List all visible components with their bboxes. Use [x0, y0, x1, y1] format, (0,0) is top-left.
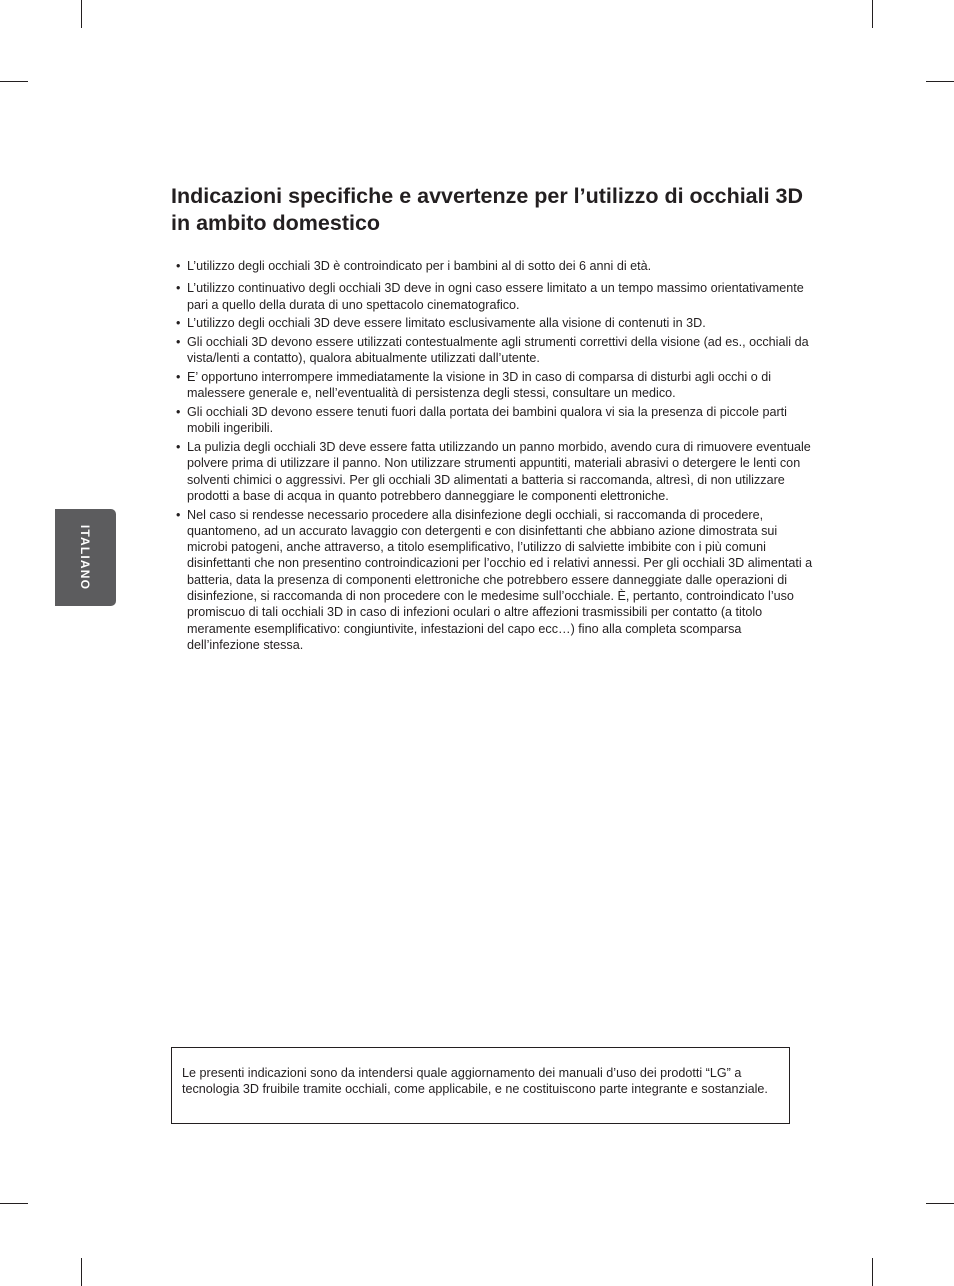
- page-title: Indicazioni specifiche e avvertenze per l’utilizzo di occhiali 3D in ambito domestico: [171, 184, 804, 235]
- crop-mark: [872, 0, 873, 28]
- bullet-icon: •: [176, 404, 181, 419]
- list-item: [176, 315, 816, 331]
- list-item-text: L’utilizzo degli occhiali 3D deve essere limitato esclusivamente alla visione di contenuti in 3D.: [187, 316, 706, 331]
- list-item-text: L’utilizzo continuativo degli occhiali 3D deve in ogni caso essere limitato a un tempo massimo orientativamente pari a quello della durata di uno spettacolo cinematografico.: [187, 281, 804, 312]
- list-item: [176, 369, 816, 402]
- crop-mark: [0, 81, 28, 82]
- list-item-text: Gli occhiali 3D devono essere utilizzati contestualmente agli strumenti correttivi della visione (ad es., occhiali da vista/lenti a contatto), qualora abitualmente utilizzati dall’utente.: [187, 334, 809, 366]
- crop-mark: [926, 1203, 954, 1204]
- warnings-list: [176, 258, 816, 656]
- crop-mark: [81, 1258, 82, 1286]
- list-item-text: L’utilizzo degli occhiali 3D è controindicato per i bambini al di sotto dei 6 anni di età.: [187, 259, 652, 273]
- list-item-text: Nel caso si rendesse necessario procedere alla disinfezione degli occhiali, si raccomanda di procedere, quantomeno, ad un accurato lavaggio con detergenti e con disinfettanti che abbiano azione dimostrata sui microbi patogeni, anche attraverso, a titolo esemplificativo, l’utilizzo di salviette imbibite con i più comuni disinfettanti che non presentino controindicazioni per l’occhio ed i relativi annessi. Per gli occhiali 3D alimentati a batteria, data la presenza di componenti elettroniche che potrebbero essere danneggiate dalle operazioni di disinfezione, si raccomanda di non procedere con le medesime sull’occhiale. È, pertanto, controindicato l’uso promiscuo di tali occhiali 3D in caso di infezioni oculari o altre affezioni trasmissibili per contatto (a titolo meramente esemplificativo: congiuntivite, infestazioni del capo ecc…) fino alla completa scomparsa dell’infezione stessa.: [187, 507, 813, 652]
- language-tab-label: ITALIANO: [78, 524, 93, 591]
- list-item: [176, 439, 816, 504]
- bullet-icon: •: [176, 439, 181, 454]
- bullet-icon: •: [176, 507, 181, 522]
- list-item: [176, 334, 816, 367]
- bullet-icon: •: [176, 259, 181, 273]
- list-item-text: Gli occhiali 3D devono essere tenuti fuori dalla portata dei bambini qualora vi sia la presenza di piccole parti mobili ingeribili.: [187, 404, 787, 436]
- bullet-icon: •: [176, 334, 181, 349]
- bullet-icon: •: [176, 316, 181, 331]
- crop-mark: [0, 1203, 28, 1204]
- note-box: [171, 1047, 790, 1124]
- bullet-icon: •: [176, 281, 181, 296]
- list-item-text: La pulizia degli occhiali 3D deve essere fatta utilizzando un panno morbido, avendo cura di rimuovere eventuale polvere prima di utilizzare il panno. Non utilizzare strumenti appuntiti, materiali abrasivi o detergere le lenti con solventi chimici o aggressivi. Per gli occhiali 3D alimentati a batteria si raccomanda, altresì, di non utilizzare prodotti a base di acqua in quanto potrebbero danneggiare le componenti elettroniche.: [187, 439, 811, 503]
- list-item: [176, 280, 816, 313]
- bullet-icon: •: [176, 369, 181, 384]
- note-text: Le presenti indicazioni sono da intendersi quale aggiornamento dei manuali d’uso dei prodotti “LG” a tecnologia 3D fruibile tramite occhiali, come applicabile, e ne costituiscono parte integrante e sostanziale.: [182, 1066, 768, 1097]
- crop-mark: [926, 81, 954, 82]
- list-item: [176, 404, 816, 437]
- list-item: [176, 507, 816, 654]
- language-side-tab: [55, 509, 116, 606]
- crop-mark: [81, 0, 82, 28]
- list-item: [176, 258, 816, 274]
- crop-mark: [872, 1258, 873, 1286]
- list-item-text: E’ opportuno interrompere immediatamente la visione in 3D in caso di comparsa di disturbi agli occhi o di malessere generale e, nell’eventualità di persistenza degli stessi, consultare un medico.: [187, 369, 772, 401]
